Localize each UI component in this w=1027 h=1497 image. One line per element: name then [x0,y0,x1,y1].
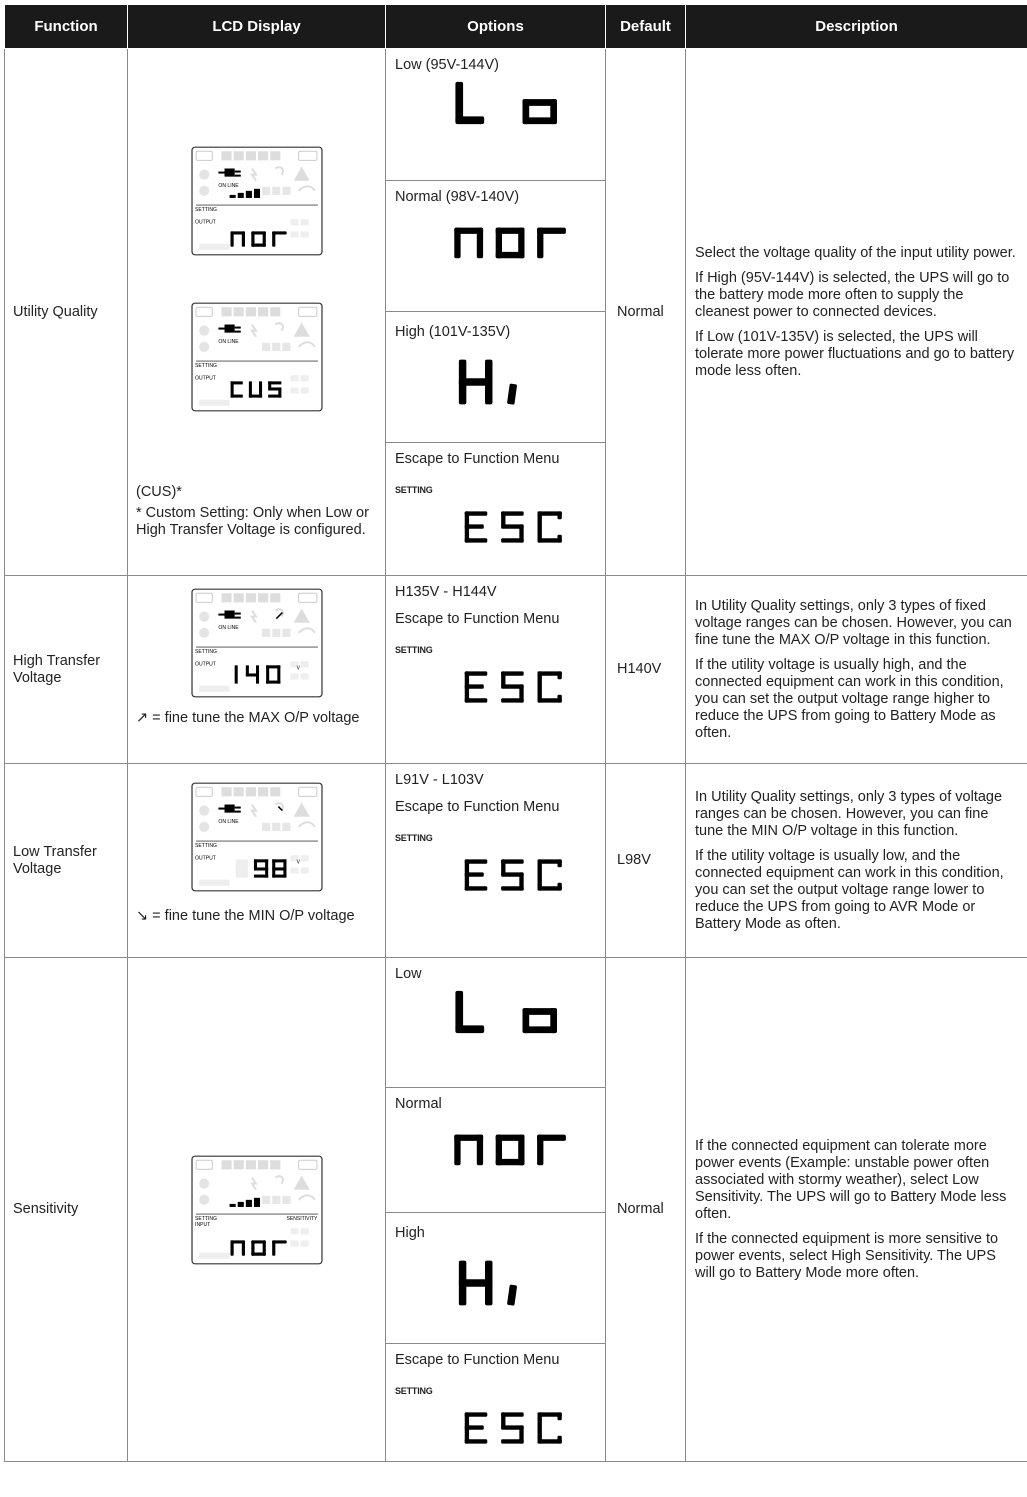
segment-display-nor [452,1131,570,1167]
lcd-setting-label: SETTING [194,1215,217,1222]
option-label: H135V - H144V [395,584,497,600]
lcd-panel [191,302,323,412]
lcd-online-label: ON LINE [217,338,239,345]
default-cell: Normal [606,958,686,1462]
segment-display-esc [463,669,567,705]
segment-display-esc [463,509,567,545]
option-label: Low [395,966,422,982]
option-cell [386,49,606,181]
function-cell: Utility Quality [5,49,128,576]
setting-label: SETTING [395,645,433,655]
lcd-online-label: ON LINE [217,624,239,631]
description-cell [686,764,1027,958]
setting-label: SETTING [395,485,433,495]
lcd-setting-label: SETTING [194,649,217,656]
lcd-output-label: OUTPUT [194,855,216,862]
lcd-output-label: OUTPUT [194,219,216,226]
segment-display-nor [452,224,570,260]
lcd-volt-label: V [296,859,300,866]
function-cell: High Transfer Voltage [5,576,128,764]
lcd-volt-label: V [296,665,300,672]
description-paragraph: If the connected equipment can tolerate more power events (Example: unstable power often associated with stormy weather), select Low Sensitivity. The UPS will go to Battery Mode less often. [695,1137,1007,1222]
lcd-note-code: (CUS)* [136,484,182,500]
option-label: Escape to Function Menu [395,451,560,467]
header-description: Description [686,5,1027,49]
description-cell [686,49,1027,576]
segment-display-lo [453,989,569,1035]
lcd-online-label: ON LINE [217,182,239,189]
function-cell: Low Transfer Voltage [5,764,128,958]
table-row [5,49,1027,181]
description-paragraph: If High (95V-144V) is selected, the UPS will go to the battery mode more often to supply the cleanest power to connected devices. [695,269,1010,320]
description-paragraph: If the utility voltage is usually low, and the connected equipment can work in this condition, you can set the output voltage range lower to reduce the UPS from going to AVR Mode or Battery Mode as often. [695,847,1004,932]
option-cell [386,958,606,1088]
option-label: Escape to Function Menu [395,799,560,815]
lcd-online-label: ON LINE [217,818,239,825]
lcd-output-label: OUTPUT [194,375,216,382]
header-function: Function [5,5,128,49]
function-cell: Sensitivity [5,958,128,1462]
lcd-setting-label: SETTING [194,363,217,370]
option-cell [386,443,606,576]
setting-label: SETTING [395,1386,433,1396]
description-paragraph: If the connected equipment is more sensitive to power events, select High Sensitivity. The UPS will go to Battery Mode more often. [695,1230,999,1281]
lcd-panel [191,588,323,698]
option-label: Normal (98V-140V) [395,189,520,205]
description-paragraph: If the utility voltage is usually high, and the connected equipment can work in this condition, you can set the output voltage range higher to reduce the UPS from going to Battery Mode as often. [695,656,1004,741]
header-options: Options [386,5,606,49]
lcd-input-label: INPUT [194,1221,210,1228]
lcd-display-cell [128,576,386,764]
description-cell [686,958,1027,1462]
option-cell [386,576,606,764]
setting-label: SETTING [395,833,433,843]
lcd-sensitivity-label: SENSITIVITY [285,1215,317,1222]
segment-display-hi [457,357,541,407]
option-cell [386,1344,606,1462]
option-cell [386,1088,606,1213]
lcd-panel [191,782,323,892]
description-cell [686,576,1027,764]
header-lcd-display: LCD Display [128,5,386,49]
lcd-display-cell [128,764,386,958]
option-label: High (101V-135V) [395,324,511,340]
option-cell [386,764,606,958]
settings-table [4,5,1027,1462]
description-paragraph: In Utility Quality settings, only 3 types of voltage ranges can be chosen. However, you can fine tune the MIN O/P voltage in this function. [695,788,1003,839]
lcd-setting-label: SETTING [194,843,217,850]
lcd-display-cell [128,958,386,1462]
lcd-note: ↘ = fine tune the MIN O/P voltage [136,908,355,924]
option-label: L91V - L103V [395,772,484,788]
table-row [5,764,1027,958]
description-paragraph: If Low (101V-135V) is selected, the UPS will tolerate more power fluctuations and go to battery mode less often. [695,328,1015,379]
option-cell [386,181,606,312]
table-header-row [5,5,1027,49]
option-label: Escape to Function Menu [395,1352,560,1368]
description-paragraph: In Utility Quality settings, only 3 types of fixed voltage ranges can be chosen. However, you can fine tune the MAX O/P voltage in this function. [695,597,1012,648]
lcd-panel [191,146,323,256]
option-cell [386,312,606,443]
lcd-setting-label: SETTING [194,207,217,214]
option-label: High [395,1225,425,1241]
table-row [5,958,1027,1088]
segment-display-hi [457,1258,541,1308]
segment-display-lo [453,80,569,126]
table-row [5,576,1027,764]
option-label: Normal [395,1096,442,1112]
segment-display-esc [463,857,567,893]
segment-display-esc [463,1410,567,1446]
default-cell: L98V [606,764,686,958]
default-cell: H140V [606,576,686,764]
lcd-panel [191,1155,323,1265]
lcd-display-cell [128,49,386,576]
option-label: Escape to Function Menu [395,611,560,627]
option-cell [386,1213,606,1344]
lcd-output-label: OUTPUT [194,661,216,668]
lcd-note: * Custom Setting: Only when Low or High Transfer Voltage is configured. [136,505,369,538]
lcd-note: ↗ = fine tune the MAX O/P voltage [136,710,360,726]
description-paragraph: Select the voltage quality of the input utility power. [695,244,1016,261]
default-cell: Normal [606,49,686,576]
header-default: Default [606,5,686,49]
option-label: Low (95V-144V) [395,57,499,73]
